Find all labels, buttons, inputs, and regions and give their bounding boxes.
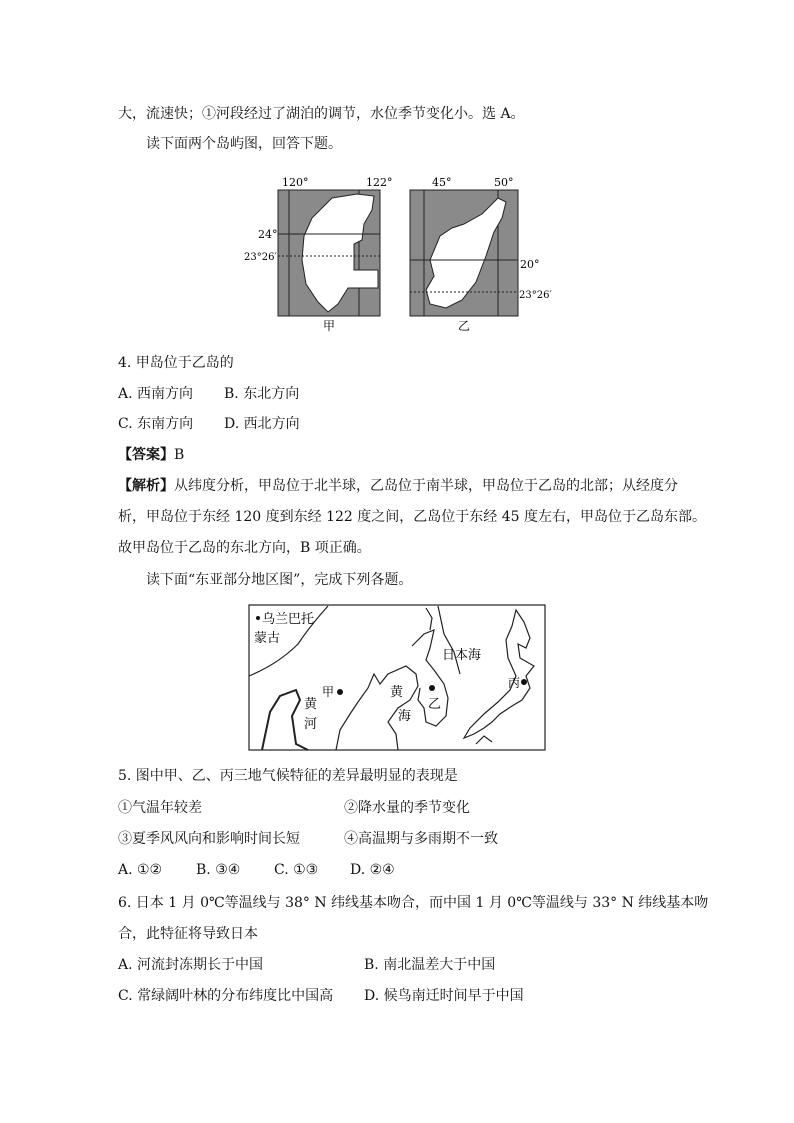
option-c: C. 东南方向 [118,416,194,432]
yellow-sea-label: 黄 [390,685,404,700]
point-bing-marker [521,679,527,685]
lon-label: 50° [494,176,514,189]
statement-4: ④高温期与多雨期不一致 [344,831,498,847]
point-jia-label: 甲 [322,685,335,699]
island-map-yi [410,176,552,333]
analysis-text: 故甲岛位于乙岛的东北方向，B 项正确。 [118,540,371,556]
yellow-river-label: 河 [304,717,318,732]
yellow-river-label: 黄 [304,697,318,712]
option-a: A. ①② [118,862,163,878]
yellow-sea-label: 海 [398,709,412,724]
statement-2: ②降水量的季节变化 [344,800,470,816]
island-map-jia [244,176,393,333]
question-6: 6. 日本 1 月 0℃等温线与 38° N 纬线基本吻合，而中国 1 月 0℃等温线与 33° N 纬线基本吻 [118,895,709,911]
mongolia-label: 蒙古 [254,631,281,646]
lon-label: 120° [282,176,309,189]
point-yi-label: 乙 [428,697,442,712]
option-b: B. 东北方向 [224,386,300,402]
option-c: C. ①③ [274,862,319,878]
lon-label: 45° [432,176,452,189]
lat-label: 24° [258,228,278,241]
east-asia-map [248,604,546,752]
analysis-label: 【解析】 [118,478,174,494]
sea-of-japan-label: 日本海 [442,648,482,663]
analysis-text: 析，甲岛位于东经 120 度到东经 122 度之间，乙岛位于东经 45 度左右，甲岛位于乙岛东部。 [118,509,706,525]
option-b: B. 南北温差大于中国 [364,957,496,973]
lat-label: 20° [520,258,540,271]
question-5: 5. 图中甲、乙、丙三地气候特征的差异最明显的表现是 [118,768,458,784]
point-bing-label: 丙 [508,676,521,690]
island-caption: 乙 [458,319,471,333]
island-caption: 甲 [323,319,336,333]
lat-label: 23°26′ [244,252,277,263]
ulaanbaatar-label: 乌兰巴托 [262,612,315,627]
answer-line [118,445,184,465]
option-a: A. 河流封冻期长于中国 [118,957,264,973]
text-line: 读下面“东亚部分地区图”，完成下列各题。 [146,572,413,588]
text-line: 读下面两个岛屿图，回答下题。 [146,136,342,152]
statement-3: ③夏季风风向和影响时间长短 [118,831,300,847]
question-6-cont: 合，此特征将导致日本 [118,926,258,942]
analysis-text: 从纬度分析，甲岛位于北半球，乙岛位于南半球，甲岛位于乙岛的北部；从经度分 [174,478,678,494]
text-line: 大，流速快；①河段经过了湖泊的调节，水位季节变化小。选 A。 [118,106,525,122]
option-b: B. ③④ [196,862,241,878]
answer-label: 【答案】 [118,447,174,463]
lat-label: 23°26′ [519,290,552,301]
point-yi-marker [429,685,435,691]
island-figure [244,172,558,334]
option-a: A. 西南方向 [118,386,194,402]
ulaanbaatar-marker [256,616,260,620]
lon-label: 122° [366,176,393,189]
option-d: D. 候鸟南迁时间早于中国 [364,988,524,1004]
option-d: D. 西北方向 [224,416,300,432]
question-4: 4. 甲岛位于乙岛的 [118,355,234,371]
option-d: D. ②④ [350,862,395,878]
statement-1: ①气温年较差 [118,800,202,816]
answer-value: B [174,447,185,463]
analysis-line [118,476,678,496]
option-c: C. 常绿阔叶林的分布纬度比中国高 [118,988,334,1004]
point-jia-marker [337,689,343,695]
